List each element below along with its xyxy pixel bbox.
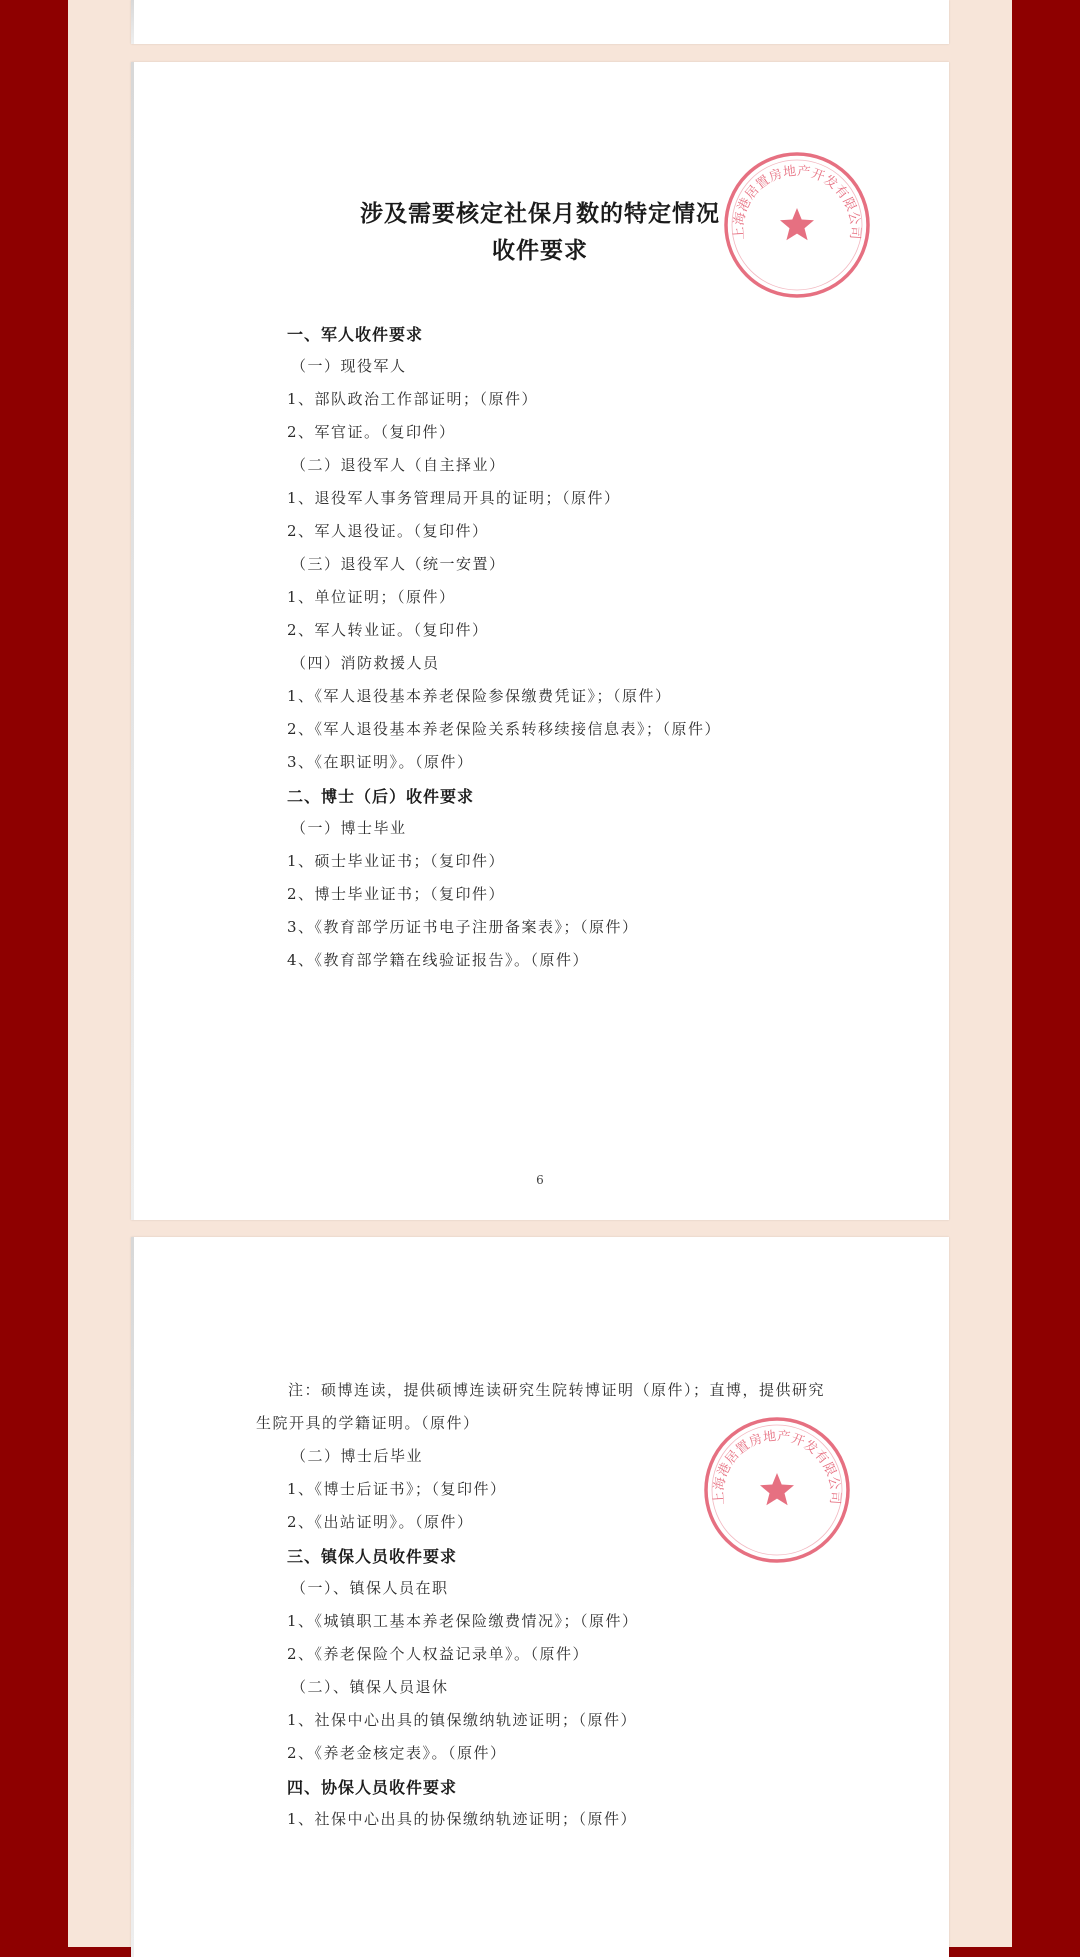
- list-item: 1、《博士后证书》；（复印件）: [287, 1480, 507, 1498]
- company-seal-stamp: [722, 150, 872, 300]
- list-item: 2、军人转业证。（复印件）: [287, 621, 489, 639]
- svg-text:上海港居置房地产开发有限公司: 上海港居置房地产开发有限公司: [711, 1428, 843, 1506]
- subsection-town-retired: （二）、镇保人员退休: [291, 1678, 449, 1696]
- list-item: 2、博士毕业证书；（复印件）: [287, 885, 506, 903]
- section-heading-military: 一、军人收件要求: [287, 325, 424, 344]
- svg-text:上海港居置房地产开发有限公司: 上海港居置房地产开发有限公司: [731, 163, 863, 241]
- page-number: 6: [536, 1173, 544, 1187]
- subsection-active-military: （一）现役军人: [291, 357, 407, 375]
- list-item: 2、《养老金核定表》。（原件）: [287, 1744, 507, 1762]
- page-title-line-1: 涉及需要核定社保月数的特定情况: [360, 200, 720, 227]
- subsection-phd-graduate: （一）博士毕业: [291, 819, 407, 837]
- document-page-6: [131, 62, 949, 1220]
- subsection-retired-unified: （三）退役军人（统一安置）: [291, 555, 506, 573]
- list-item: 1、退役军人事务管理局开具的证明；（原件）: [287, 489, 621, 507]
- list-item: 2、《出站证明》。（原件）: [287, 1513, 474, 1531]
- list-item: 1、硕士毕业证书；（复印件）: [287, 852, 506, 870]
- list-item: 2、《养老保险个人权益记录单》。（原件）: [287, 1645, 590, 1663]
- company-seal-stamp: [702, 1415, 852, 1565]
- subsection-fire-rescue: （四）消防救援人员: [291, 654, 440, 672]
- note-line-2: 生院开具的学籍证明。（原件）: [256, 1414, 480, 1432]
- section-heading-doctorate: 二、博士（后）收件要求: [287, 787, 475, 806]
- list-item: 4、《教育部学籍在线验证报告》。（原件）: [287, 951, 590, 969]
- list-item: 3、《在职证明》。（原件）: [287, 753, 474, 771]
- list-item: 1、《军人退役基本养老保险参保缴费凭证》；（原件）: [287, 687, 672, 705]
- page-title-line-2: 收件要求: [492, 237, 588, 264]
- list-item: 1、《城镇职工基本养老保险缴费情况》；（原件）: [287, 1612, 639, 1630]
- subsection-postdoc: （二）博士后毕业: [291, 1447, 424, 1465]
- list-item: 1、单位证明；（原件）: [287, 588, 456, 606]
- document-page-7: [131, 1237, 949, 1957]
- list-item: 1、社保中心出具的协保缴纳轨迹证明；（原件）: [287, 1810, 638, 1828]
- list-item: 2、军人退役证。（复印件）: [287, 522, 489, 540]
- note-line-1: 注：硕博连读，提供硕博连读研究生院转博证明（原件）；直博，提供研究: [288, 1381, 826, 1399]
- section-heading-assisted-insurance: 四、协保人员收件要求: [287, 1778, 458, 1797]
- list-item: 2、军官证。（复印件）: [287, 423, 456, 441]
- document-page-previous: [131, 0, 949, 44]
- list-item: 2、《军人退役基本养老保险关系转移续接信息表》；（原件）: [287, 720, 722, 738]
- subsection-retired-self: （二）退役军人（自主择业）: [291, 456, 506, 474]
- list-item: 1、部队政治工作部证明；（原件）: [287, 390, 539, 408]
- list-item: 3、《教育部学历证书电子注册备案表》；（原件）: [287, 918, 639, 936]
- section-heading-town-insurance: 三、镇保人员收件要求: [287, 1547, 458, 1566]
- subsection-town-employed: （一）、镇保人员在职: [291, 1579, 449, 1597]
- list-item: 1、社保中心出具的镇保缴纳轨迹证明；（原件）: [287, 1711, 638, 1729]
